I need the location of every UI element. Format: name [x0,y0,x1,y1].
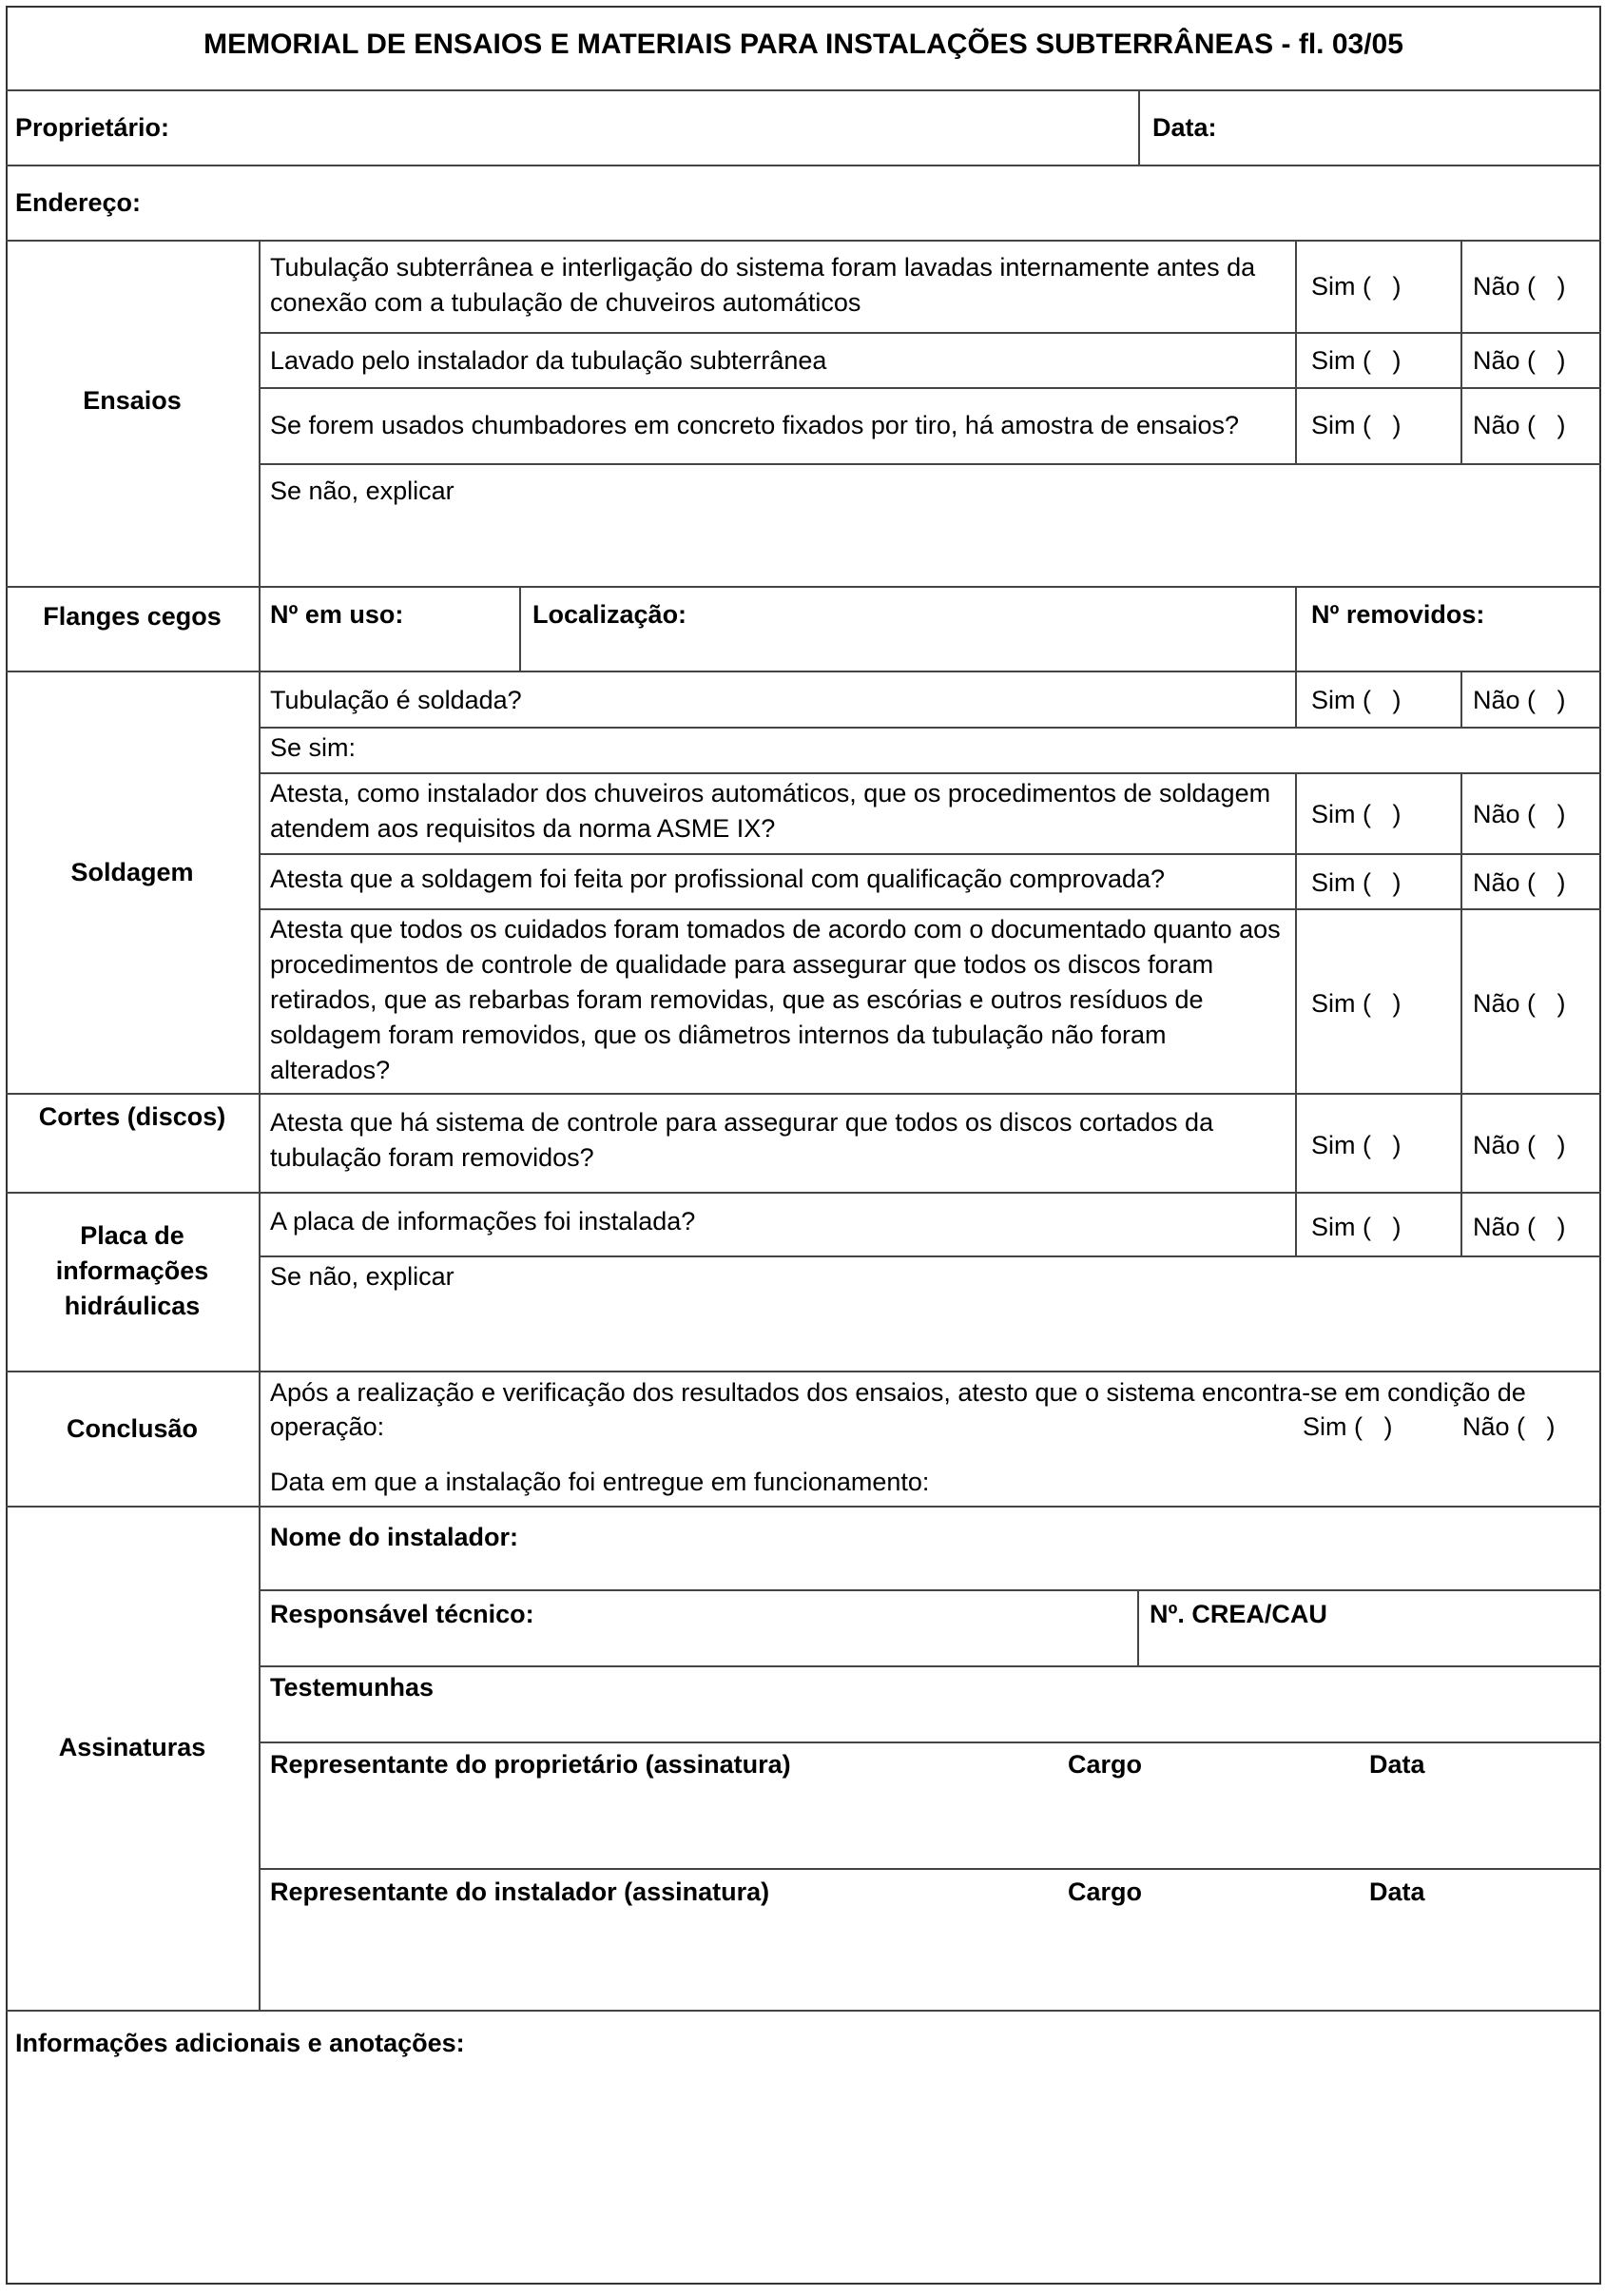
conclusao-yes-checkbox[interactable]: Sim ( ) [1303,1412,1393,1441]
divider [259,241,261,2011]
conclusao-statement-line2: operação: [270,1412,385,1441]
divider [259,463,1601,465]
flanges-in-use-label: Nº em uso: [270,600,404,629]
address-label: Endereço: [15,188,142,217]
divider [259,1589,1601,1591]
divider [6,1093,1601,1095]
owner-field[interactable] [190,95,1131,162]
owner-rep-signature-label: Representante do proprietário (assinatura) [270,1750,791,1779]
soldagem-welded-question: Tubulação é soldada? [270,686,522,714]
notes-label: Informações adicionais e anotações: [15,2029,465,2057]
installer-name-label: Nome do instalador: [270,1523,519,1551]
ensaios-item-text: Se forem usados chumbadores em concreto fixados por tiro, há amostra de ensaios? [270,411,1240,439]
divider [1295,773,1297,1193]
page-title: MEMORIAL DE ENSAIOS E MATERIAIS PARA INSTALAÇÕES SUBTERRÂNEAS - fl. 03/05 [203,29,1403,60]
soldagem-item-text: Atesta que a soldagem foi feita por profissional com qualificação comprovada? [270,865,1166,893]
section-label-assinaturas: Assinaturas [58,1733,206,1761]
conclusao-delivery-date-field[interactable] [941,1461,1597,1503]
divider [259,772,1601,774]
section-label-placa: Placa de informações hidráulicas [55,1221,209,1320]
divider [6,1506,1601,1508]
divider [1460,1193,1462,1256]
soldagem-if-yes-label: Se sim: [270,733,357,762]
divider [519,587,521,671]
owner-rep-role-label: Cargo [1068,1750,1143,1779]
divider [1460,241,1462,464]
flanges-in-use-field[interactable] [266,630,513,668]
soldagem-item-3-no-checkbox[interactable]: Não ( ) [1473,989,1566,1018]
crea-cau-label: Nº. CREA/CAU [1150,1600,1327,1628]
section-label-conclusao: Conclusão [66,1414,199,1443]
cortes-text: Atesta que há sistema de controle para assegurar que todos os discos cortados da tubulação foram removidos? [270,1108,1214,1172]
divider [6,240,1601,242]
soldagem-item-text: Atesta que todos os cuidados foram tomados de acordo com o documentado quanto aos procedimentos de controle de qualidade para assegurar que todos os discos foram retirados, que as rebarbas foram removidas, que as escórias e outros resíduos de soldagem foram removidos, que os diâmetros internos da tubulação não foram alterados? [270,915,1281,1084]
soldagem-item-2-yes-checkbox[interactable]: Sim ( ) [1311,868,1402,897]
crea-cau-field[interactable] [1146,1632,1597,1664]
conclusao-delivery-date-label: Data em que a instalação foi entregue em funcionamento: [270,1468,930,1496]
flanges-removed-field[interactable] [1303,630,1597,668]
flanges-location-field[interactable] [529,630,1289,668]
cortes-no-checkbox[interactable]: Não ( ) [1473,1131,1566,1159]
divider [1295,1193,1297,1256]
section-label-ensaios: Ensaios [83,386,182,415]
technical-lead-label: Responsável técnico: [270,1600,534,1628]
divider [6,1371,1601,1372]
divider [1295,587,1297,671]
section-label-cortes: Cortes (discos) [38,1102,226,1131]
ensaios-item-3-no-checkbox[interactable]: Não ( ) [1473,411,1566,439]
soldagem-welded-yes-checkbox[interactable]: Sim ( ) [1311,686,1402,714]
divider [259,1665,1601,1667]
placa-question: A placa de informações foi instalada? [270,1207,696,1236]
divider [1460,671,1462,728]
section-label-flanges: Flanges cegos [43,602,222,631]
soldagem-welded-no-checkbox[interactable]: Não ( ) [1473,686,1566,714]
address-field[interactable] [152,171,1597,238]
divider [259,332,1601,334]
ensaios-item-2-yes-checkbox[interactable]: Sim ( ) [1311,346,1402,375]
divider [1137,1590,1139,1666]
ensaios-explain-label: Se não, explicar [270,477,454,505]
divider [259,1741,1601,1743]
placa-explain-label: Se não, explicar [270,1262,454,1291]
ensaios-item-2-no-checkbox[interactable]: Não ( ) [1473,346,1566,375]
conclusao-no-checkbox[interactable]: Não ( ) [1462,1412,1556,1441]
owner-rep-date-label: Data [1369,1750,1425,1779]
divider [259,908,1601,910]
installer-rep-date-label: Data [1369,1878,1425,1906]
notes-field[interactable] [11,2064,1597,2281]
soldagem-item-text: Atesta, como instalador dos chuveiros automáticos, que os procedimentos de soldagem atendem aos requisitos da norma ASME IX? [270,779,1271,843]
section-label-soldagem: Soldagem [70,858,194,886]
ensaios-explain-field[interactable] [266,510,1597,582]
flanges-removed-label: Nº removidos: [1311,600,1485,629]
conclusao-statement-line1: Após a realização e verificação dos resultados dos ensaios, atesto que o sistema encontra-se em condição de [270,1378,1526,1407]
divider [1460,773,1462,1193]
date-label: Data: [1152,113,1217,142]
ensaios-item-3-yes-checkbox[interactable]: Sim ( ) [1311,411,1402,439]
installer-rep-signature-label: Representante do instalador (assinatura) [270,1878,770,1906]
ensaios-item-text: Tubulação subterrânea e interligação do sistema foram lavadas internamente antes da conexão com a tubulação de chuveiros automáticos [270,253,1256,317]
owner-rep-signature-field[interactable] [266,1784,1597,1866]
divider [1295,671,1297,728]
divider [259,387,1601,389]
divider [259,853,1601,855]
divider [259,727,1601,729]
divider [6,89,1601,91]
technical-lead-field[interactable] [266,1632,1127,1664]
owner-label: Proprietário: [15,113,170,142]
ensaios-item-1-yes-checkbox[interactable]: Sim ( ) [1311,272,1402,301]
divider [6,165,1601,166]
soldagem-item-1-yes-checkbox[interactable]: Sim ( ) [1311,800,1402,828]
placa-no-checkbox[interactable]: Não ( ) [1473,1213,1566,1241]
flanges-location-label: Localização: [532,600,687,629]
soldagem-item-3-yes-checkbox[interactable]: Sim ( ) [1311,989,1402,1018]
installer-rep-role-label: Cargo [1068,1878,1143,1906]
divider [1295,241,1297,464]
divider [6,586,1601,588]
installer-name-field[interactable] [266,1556,1597,1588]
cortes-yes-checkbox[interactable]: Sim ( ) [1311,1131,1402,1159]
divider [6,671,1601,672]
divider [259,1868,1601,1870]
witnesses-field[interactable] [266,1706,1597,1741]
divider [6,1192,1601,1194]
witnesses-label: Testemunhas [270,1673,435,1702]
placa-explain-field[interactable] [266,1295,1597,1368]
divider [6,2010,1601,2012]
soldagem-item-2-no-checkbox[interactable]: Não ( ) [1473,868,1566,897]
placa-yes-checkbox[interactable]: Sim ( ) [1311,1213,1402,1241]
divider [1138,90,1140,165]
divider [259,1255,1601,1257]
soldagem-item-1-no-checkbox[interactable]: Não ( ) [1473,800,1566,828]
ensaios-item-1-no-checkbox[interactable]: Não ( ) [1473,272,1566,301]
installer-rep-signature-field[interactable] [266,1912,1597,2007]
ensaios-item-text: Lavado pelo instalador da tubulação subterrânea [270,346,827,375]
date-field[interactable] [1227,95,1597,162]
